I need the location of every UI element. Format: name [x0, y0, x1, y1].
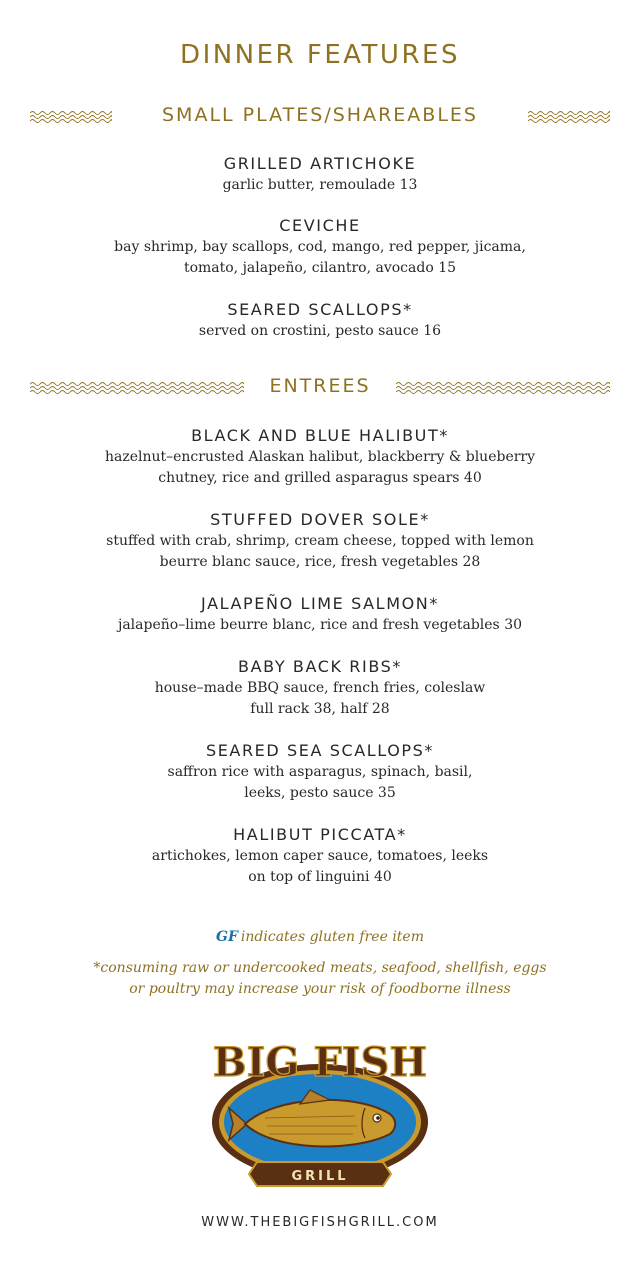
item-description: house–made BBQ sauce, french fries, coleslaw full rack 38, half 28	[154, 680, 486, 717]
logo-bottom-text: GRILL	[291, 1169, 349, 1184]
gluten-free-icon: GF	[216, 929, 238, 945]
section-header-entrees	[0, 373, 640, 403]
item-name: STUFFED DOVER SOLE*	[210, 510, 430, 529]
item-description: hazelnut–encrusted Alaskan halibut, blackberry & blueberry chutney, rice and grilled asparagus spears 40	[104, 449, 536, 486]
item-description: saffron rice with asparagus, spinach, basil, leeks, pesto sauce 35	[167, 764, 473, 801]
gluten-free-text: indicates gluten free item	[240, 929, 424, 945]
logo-top-text: BIG FISH	[212, 1039, 428, 1086]
section-header-small-plates	[0, 102, 640, 132]
item-description: served on crostini, pesto sauce 16	[198, 323, 442, 339]
item-name: SEARED SCALLOPS*	[227, 300, 413, 319]
wave-ornament-right-icon	[396, 380, 610, 396]
item-name: SEARED SEA SCALLOPS*	[205, 741, 435, 760]
item-description: garlic butter, remoulade 13	[222, 177, 418, 193]
menu-item-baby-back-ribs	[0, 656, 640, 720]
item-description: jalapeño–lime beurre blanc, rice and fresh vegetables 30	[117, 617, 523, 633]
menu-item-seared-sea-scallops	[0, 740, 640, 804]
item-name: GRILLED ARTICHOKE	[223, 154, 417, 173]
gluten-free-legend	[0, 929, 640, 945]
menu-item-black-and-blue-halibut	[0, 425, 640, 489]
menu-item-stuffed-dover-sole	[0, 509, 640, 573]
item-description: stuffed with crab, shrimp, cream cheese, topped with lemon beurre blanc sauce, rice, fresh vegetables 28	[106, 533, 534, 570]
website-url[interactable]: WWW.THEBIGFISHGRILL.COM	[201, 1215, 439, 1230]
menu-item-halibut-piccata	[0, 824, 640, 888]
consumption-warning: *consuming raw or undercooked meats, seafood, shellfish, eggs or poultry may increase your risk of foodborne illness	[93, 960, 547, 997]
menu-item-grilled-artichoke	[0, 153, 640, 196]
section-title: ENTREES	[269, 375, 371, 397]
section-title: SMALL PLATES/SHAREABLES	[162, 104, 478, 126]
page-title: DINNER FEATURES	[180, 40, 460, 70]
menu-item-jalapeno-lime-salmon	[0, 593, 640, 636]
item-name: BLACK AND BLUE HALIBUT*	[191, 426, 449, 445]
item-name: JALAPEÑO LIME SALMON*	[201, 594, 439, 613]
wave-ornament-right-icon	[528, 109, 610, 125]
item-description: bay shrimp, bay scallops, cod, mango, red pepper, jicama, tomato, jalapeño, cilantro, avocado 15	[114, 239, 526, 276]
item-name: BABY BACK RIBS*	[238, 657, 402, 676]
menu-item-ceviche	[0, 215, 640, 279]
menu-item-seared-scallops	[0, 299, 640, 342]
big-fish-grill-logo	[205, 1034, 435, 1194]
item-description: artichokes, lemon caper sauce, tomatoes, leeks on top of linguini 40	[151, 848, 489, 885]
item-name: HALIBUT PICCATA*	[233, 825, 407, 844]
item-name: CEVICHE	[279, 216, 361, 235]
